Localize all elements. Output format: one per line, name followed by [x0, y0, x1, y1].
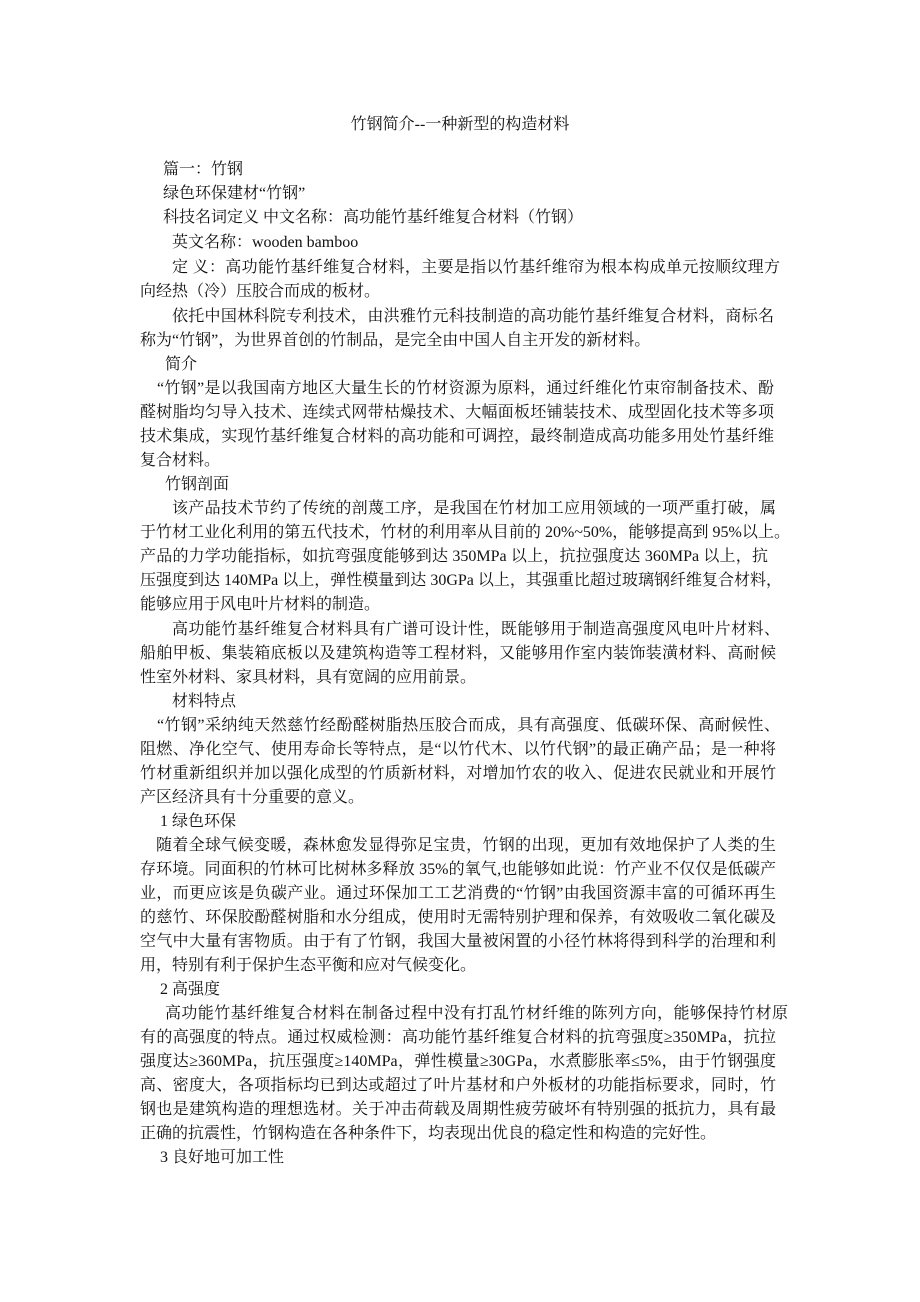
subsection-heading-strength: 2 高强度: [160, 981, 221, 998]
paragraph-line: “竹钢”是以我国南方地区大量生长的竹材资源为原料，通过纤维化竹束帘制备技术、酚: [157, 380, 774, 397]
paragraph-line: 产品的力学功能指标，如抗弯强度能够到达 350MPa 以上，抗拉强度达 360MPa 以上，抗: [140, 548, 768, 565]
paragraph-line: 高功能竹基纤维复合材料具有广谱可设计性，既能够用于制造高强度风电叶片材料、: [172, 621, 780, 638]
english-name-line: 英文名称：wooden bamboo: [172, 234, 359, 251]
paragraph-line: 产区经济具有十分重要的意义。: [140, 789, 365, 806]
paragraph-line: 用，特别有利于保护生态平衡和应对气候变化。: [140, 957, 477, 974]
paragraph-line: 随着全球气候变暖，森林愈发显得弥足宝贵，竹钢的出现，更加有效地保护了人类的生: [156, 837, 776, 854]
paragraph-line: 于竹材工业化利用的第五代技术，竹材的利用率从目前的 20%~50%，能够提高到 95%以上。: [140, 524, 790, 541]
paragraph-line: 该产品技术节约了传统的剖蔑工序，是我国在竹材加工应用领域的一项严重打破，属: [172, 500, 776, 517]
document-title: 竹钢简介--一种新型的构造材料: [350, 116, 570, 133]
section-heading-profile: 竹钢剖面: [165, 476, 230, 493]
term-definition-line: 科技名词定义 中文名称：高功能竹基纤维复合材料（竹钢）: [163, 209, 584, 226]
subsection-heading-workability: 3 良好地可加工性: [160, 1149, 285, 1166]
subtitle-line: 绿色环保建材“竹钢”: [163, 185, 306, 202]
paragraph-line: “竹钢”采纳纯天然慈竹经酚醛树脂热压胶合而成，具有高强度、低碳环保、高耐候性、: [157, 717, 780, 734]
paragraph-line: 高、密度大，各项指标均已到达或超过了叶片基材和户外板材的功能指标要求，同时，竹: [140, 1077, 776, 1094]
paragraph-line: 空气中大量有害物质。由于有了竹钢，我国大量被闲置的小径竹林将得到科学的治理和利: [140, 933, 776, 950]
paragraph-line: 钢也是建筑构造的理想选材。关于冲击荷载及周期性疲劳破坏有特别强的抵抗力，具有最: [140, 1101, 776, 1118]
paragraph-line: 竹材重新组织并加以强化成型的竹质新材料，对增加竹农的收入、促进农民就业和开展竹: [140, 765, 776, 782]
paragraph-line: 向经热（冷）压胶合而成的板材。: [140, 283, 381, 300]
paragraph-line: 船舶甲板、集装箱底板以及建筑构造等工程材料，又能够用作室内装饰装潢材料、高耐候: [140, 645, 776, 662]
paragraph-line: 称为“竹钢”，为世界首创的竹制品，是完全由中国人自主开发的新材料。: [140, 332, 651, 349]
paragraph-line: 阻燃、净化空气、使用寿命长等特点，是“以竹代木、以竹代钢”的最正确产品；是一种将: [140, 741, 776, 758]
paragraph-line: 强度达≥360MPa，抗压强度≥140MPa，弹性模量≥30GPa，水煮膨胀率≤5%，由于竹钢强度: [140, 1053, 776, 1070]
paragraph-line: 技术集成，实现竹基纤维复合材料的高功能和可调控，最终制造成高功能多用处竹基纤维: [140, 428, 774, 445]
chapter-heading: 篇一：竹钢: [163, 161, 244, 178]
paragraph-line: 醛树脂均匀导入技术、连续式网带枯燥技术、大幅面板坯铺装技术、成型固化技术等多项: [140, 404, 774, 421]
paragraph-line: 复合材料。: [140, 452, 221, 469]
section-heading-features: 材料特点: [172, 693, 237, 710]
paragraph-line: 能够应用于风电叶片材料的制造。: [140, 596, 381, 613]
paragraph-line: 依托中国林科院专利技术，由洪雅竹元科技制造的高功能竹基纤维复合材料，商标名: [172, 308, 774, 325]
paragraph-line: 高功能竹基纤维复合材料在制备过程中没有打乱竹材纤维的陈列方向，能够保持竹材原: [165, 1005, 788, 1022]
paragraph-line: 业，而更应该是负碳产业。通过环保加工工艺消费的“竹钢”由我国资源丰富的可循环再生: [140, 885, 776, 902]
paragraph-line: 的慈竹、环保胶酚醛树脂和水分组成，使用时无需特别护理和保养，有效吸收二氧化碳及: [140, 909, 776, 926]
subsection-heading-green: 1 绿色环保: [160, 813, 237, 830]
paragraph-line: 性室外材料、家具材料，具有宽阔的应用前景。: [140, 669, 477, 686]
paragraph-line: 定 义：高功能竹基纤维复合材料，主要是指以竹基纤维帘为根本构成单元按顺纹理方: [172, 259, 780, 276]
section-heading-intro: 简介: [165, 356, 198, 373]
paragraph-line: 压强度到达 140MPa 以上，弹性模量到达 30GPa 以上，其强重比超过玻璃钢纤维复合材料，: [140, 572, 782, 589]
paragraph-line: 有的高强度的特点。通过权威检测：高功能竹基纤维复合材料的抗弯强度≥350MPa，抗拉: [140, 1029, 776, 1046]
paragraph-line: 正确的抗震性，竹钢构造在各种条件下，均表现出优良的稳定性和构造的完好性。: [140, 1125, 717, 1142]
paragraph-line: 存环境。同面积的竹林可比树林多释放 35%的氧气,也能够如此说：竹产业不仅仅是低碳产: [140, 861, 776, 878]
